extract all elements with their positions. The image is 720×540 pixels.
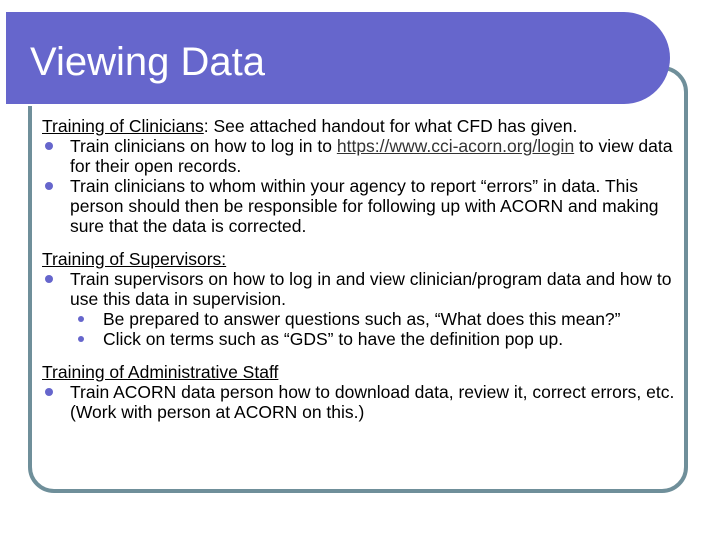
section-supervisors xyxy=(42,249,692,349)
sub-bullet-list xyxy=(70,309,692,349)
heading-underlined: Training of Supervisors: xyxy=(42,249,227,269)
bullet-text: Train clinicians on how to log in to xyxy=(70,136,337,156)
section-heading xyxy=(42,116,692,136)
bullet-item: Train supervisors on how to log in and view clinician/program data and how to use this data in supervision. xyxy=(42,269,692,309)
bullet-item: Train clinicians to whom within your agency to report “errors” in data. This person should then be responsible for following up with ACORN and making sure that the data is corrected. xyxy=(42,176,692,236)
sub-bullet-item: Click on terms such as “GDS” to have the definition pop up. xyxy=(70,329,692,349)
bullet-list xyxy=(42,382,692,422)
bullet-list xyxy=(42,269,692,309)
section-clinicians xyxy=(42,116,692,236)
section-heading xyxy=(42,362,692,382)
bullet-item: Train ACORN data person how to download data, review it, correct errors, etc. (Work with person at ACORN on this.) xyxy=(42,382,692,422)
title-underline xyxy=(12,104,644,106)
bullet-list xyxy=(42,136,692,236)
section-heading xyxy=(42,249,692,269)
acorn-login-link[interactable]: https://www.cci-acorn.org/login xyxy=(336,136,575,156)
sub-bullet-item: Be prepared to answer questions such as, “What does this mean?” xyxy=(70,309,692,329)
title-bar xyxy=(6,12,670,104)
slide-title: Viewing Data xyxy=(30,40,265,84)
bullet-text: to view data for their open records. xyxy=(70,136,673,176)
heading-underlined: Training of Administrative Staff xyxy=(42,362,279,382)
heading-underlined: Training of Clinicians xyxy=(42,116,204,136)
heading-suffix: : See attached handout for what CFD has given. xyxy=(203,116,578,136)
section-admin xyxy=(42,362,692,422)
bullet-item xyxy=(42,136,692,176)
slide-content xyxy=(42,116,692,435)
